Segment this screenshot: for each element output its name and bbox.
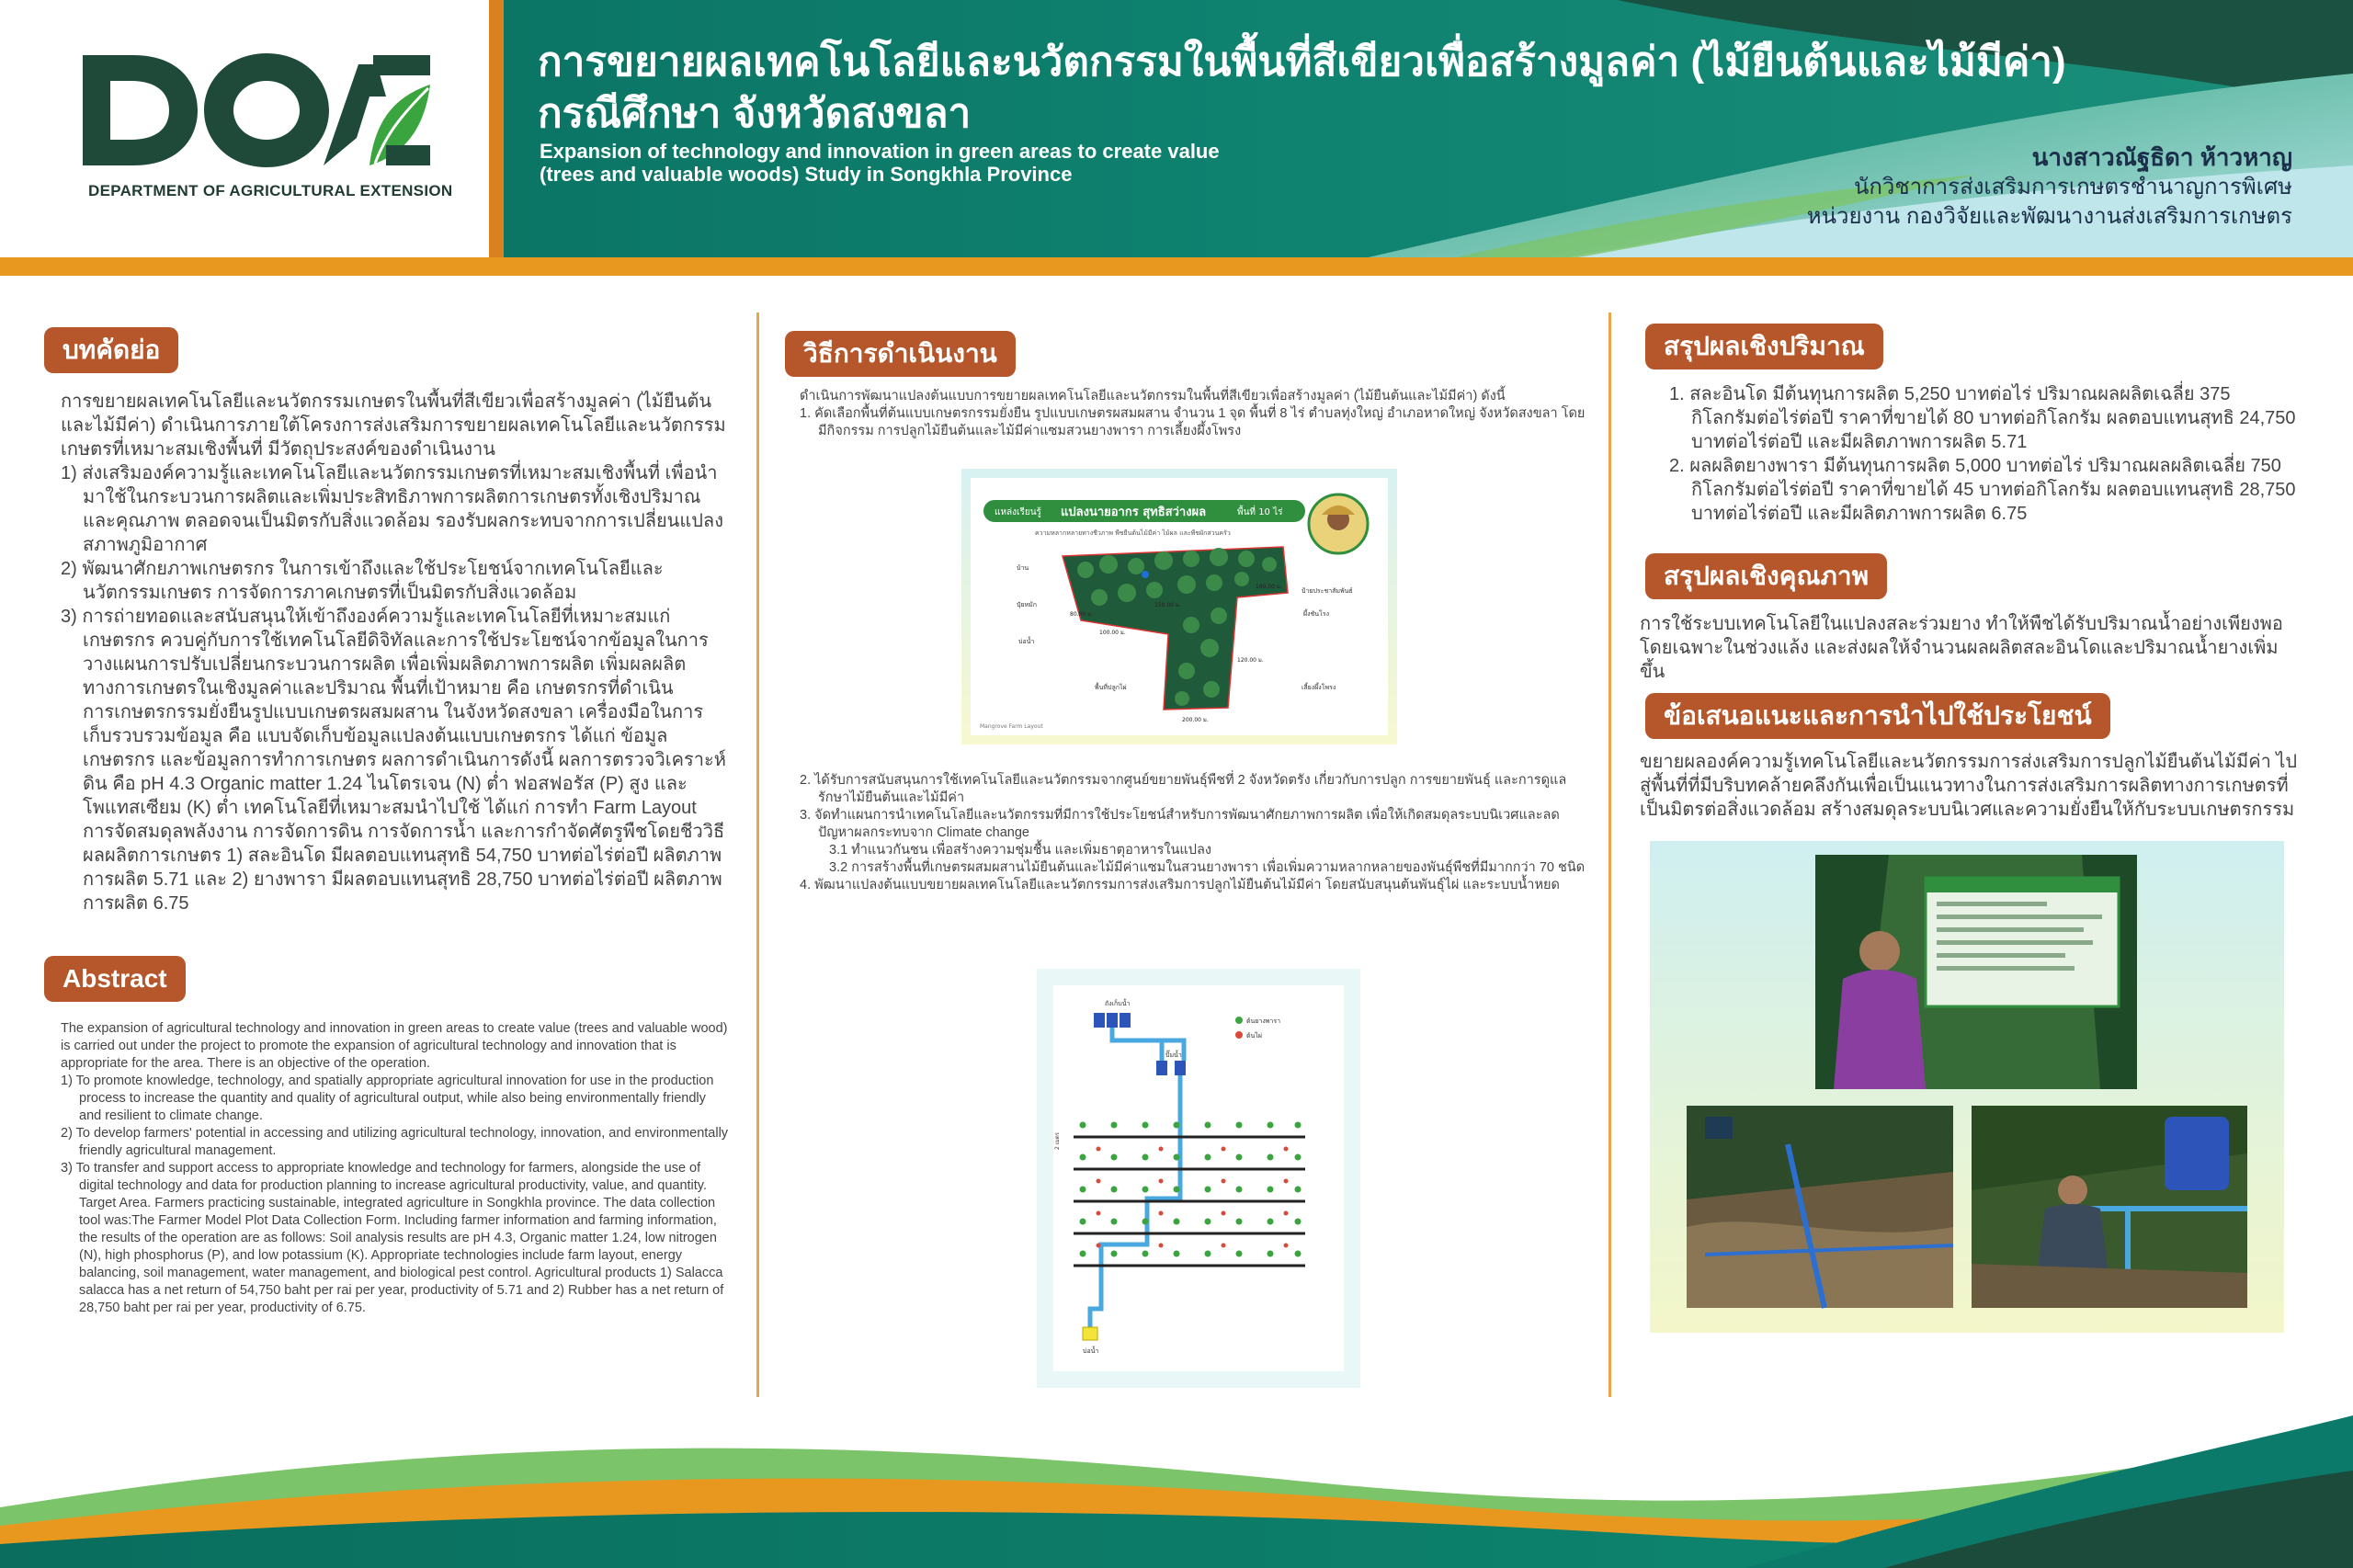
methods-heading: วิธีการดำเนินงาน [785,331,1016,377]
map-banner-prefix: แหล่งเรียนรู้ [995,507,1041,517]
legend-bamboo-marker [1235,1031,1243,1039]
recommendation-text: ขยายผลองค์ความรู้เทคโนโลยีและนวัตกรรมการส่งเสริมการปลูกไม้ยืนต้นไม้มีค่า ไปสู่พื้นที่ที่มีบริบทคล้ายคลึงกันเพื่อเป็นแนวทางในการส่งเสริมการผลิตทางการเกษตรที่เป็นมิตรต่อสิ่งแวดล้อม สร้างสมดุลระบบนิเวศและความยั่งยืนให้กับระบบเกษตรกรรม [1640,752,2298,820]
methods-step-3-2: 3.2 การสร้างพื้นที่เกษตรผสมผสานไม้ยืนต้นและไม้มีค่าแซมในสวนยางพารา เพื่อเพิ่มความหลากหลายของพันธุ์พืชที่มีมากกว่า 70 ชนิด [829,860,1586,875]
drip-irrigation-figure [1037,969,1360,1388]
quantitative-item-2: 2. ผลผลิตยางพารา มีต้นทุนการผลิต 5,000 บาทต่อไร่ ปริมาณผลผลิตเฉลี่ย 750 กิโลกรัมต่อไร่ต่อปี ราคาที่ขายได้ 45 บาทต่อกิโลกรัม ผลตอบแทนสุทธิ 28,750 บาทต่อไร่ต่อปี และมีผลิตภาพการผลิต 6.75 [1669,456,2296,524]
column-divider-2 [1608,312,1611,1397]
tank-label: ถังเก็บน้ำ [1105,1000,1131,1007]
water-source [1083,1327,1097,1340]
map-label-pond: บ่อน้ำ [1018,638,1035,645]
abstract-thai-heading: บทคัดย่อ [44,327,178,373]
farm-layout-figure [961,469,1397,744]
column-methods [781,312,1590,1415]
abstract-english-item-2: 2) To develop farmers' potential in accessing and utilizing agricultural technology, innovation, and environmentally friendly agricultural management. [61,1126,729,1158]
pump-2 [1175,1061,1186,1075]
pond-marker [1142,571,1149,578]
poster-header [0,0,2353,276]
abstract-thai-item-3: 3) การถ่ายทอดและสนับสนุนให้เข้าถึงองค์ความรู้และเทคโนโลยีที่เหมาะสมแก่เกษตรกร ควบคู่กับการใช้เทคโนโลยีดิจิทัลและการใช้ประโยชน์จากข้อมูลในการวางแผนการปรับเปลี่ยนกระบวนการผลิต เพื่อเพิ่มผลิตภาพการผลิต เพิ่มผลผลิตทางการเกษตรในเชิงมูลค่าและปริมาณ พื้นที่เป้าหมาย คือ เกษตรกรที่ดำเนินการเกษตรกรรมยั่งยืนรูปแบบเกษตรผสมผสาน ในจังหวัดสงขลา เครื่องมือในการเก็บรวบรวมข้อมูล คือ แบบจัดเก็บข้อมูลแปลงต้นแบบเกษตรกร ได้แก่ ข้อมูลเกษตรกร และข้อมูลการทำการเกษตร ผลการดำเนินการดังนี้ ผลการตรวจวิเคราะห์ดิน คือ pH 4.3 Organic matter 1.24 ไนโตรเจน (N) ต่ำ ฟอสฟอรัส (P) สูง และโพแทสเซียม (K) ต่ำ เทคโนโลยีที่เหมาะสมนำไปใช้ ได้แก่ การทำ Farm Layout การจัดสมดุลพลังงาน การจัดการดิน การจัดการน้ำ และการกำจัดศัตรูพืชโดยชีววิธี ผลผลิตการเกษตร 1) สละอินโด มีผลตอบแทนสุทธิ 54,750 บาทต่อไร่ต่อปี ผลิตภาพการผลิต 5.71 และ 2) ยางพารา มีผลตอบแทนสุทธิ 28,750 บาทต่อไร่ต่อปี ผลิตภาพการผลิต 6.75 [61,607,726,914]
abstract-english-intro: The expansion of agricultural technology and innovation in green areas to create value (trees and valuable wood) is carried out under the project to promote the expansion of agricultural technology and innovation that is appropriate for the area. There is an objective of the operation. [61,1021,728,1071]
recommendation-heading: ข้อเสนอแนะและการนำไปใช้ประโยชน์ [1645,693,2110,739]
photo-irrigation-field [1687,1106,1953,1308]
map-label-house: บ้าน [1017,564,1029,572]
abstract-english-body [61,1020,732,1317]
qualitative-heading: สรุปผลเชิงคุณภาพ [1645,553,1887,599]
author-unit: หน่วยงาน กองวิจัยและพัฒนางานส่งเสริมการเกษตร [1806,204,2292,229]
map-footer-text: Mangrove Farm Layout [980,723,1043,730]
abstract-thai-item-2: 2) พัฒนาศักยภาพเกษตรกร ในการเข้าถึงและใช้ประโยชน์จากเทคโนโลยีและนวัตกรรมเกษตร การจัดการภาคเกษตรที่เป็นมิตรกับสิ่งแวดล้อม [61,559,664,603]
map-measure-5: 200.00 ม. [1182,717,1209,723]
logo-caption: DEPARTMENT OF AGRICULTURAL EXTENSION [88,182,453,199]
photo-collage-images [1650,841,2284,1333]
column-abstracts [37,312,729,1415]
map-measure-1: 80.00 ม. [1070,611,1093,618]
map-measure-6: 160.00 ม. [1256,584,1282,590]
poster-title-thai [538,37,2119,140]
quantitative-body [1654,382,2298,526]
map-label-sign: ป้ายประชาสัมพันธ์ [1302,587,1353,595]
author-position: นักวิชาการส่งเสริมการเกษตรชำนาญการพิเศษ [1853,175,2292,199]
column-divider-1 [756,312,759,1397]
drip-irrigation-diagram [1037,969,1360,1388]
quantitative-item-1: 1. สละอินโด มีต้นทุนการผลิต 5,250 บาทต่อไร่ ปริมาณผลผลิตเฉลี่ย 375 กิโลกรัมต่อไร่ต่อปี ราคาที่ขายได้ 80 บาทต่อกิโลกรัม ผลตอบแทนสุทธิ 24,750 บาทต่อไร่ต่อปี และมีผลิตภาพการผลิต 5.71 [1669,384,2296,452]
legend-rubber-marker [1235,1017,1243,1024]
methods-step-3: 3. จัดทำแผนการนำเทคโนโลยีและนวัตกรรมที่มีการใช้ประโยชน์สำหรับการพัฒนาศักยภาพการผลิต เพื่อให้เกิดสมดุลระบบนิเวศและลดปัญหาผลกระทบจาก Climate change [800,808,1560,840]
abstract-thai-intro: การขยายผลเทคโนโลยีและนวัตกรรมเกษตรในพื้นที่สีเขียวเพื่อสร้างมูลค่า (ไม้ยืนต้นและไม้มีค่า) ดำเนินการภายใต้โครงการส่งเสริมการขยายผลเทคโนโลยีและนวัตกรรมเกษตรที่เหมาะสมเชิงพื้นที่ มีวัตถุประสงค์ของดำเนินงาน [61,392,726,460]
footer-decoration [0,1397,2353,1568]
farm-layout-map [961,469,1397,744]
photo-collage [1650,841,2284,1333]
author-block [1807,142,2292,232]
photo-farmer-sign [1815,855,2137,1089]
photo-farmer-pipe [1972,1106,2247,1308]
map-banner-title: แปลงนายอากร สุทธิสว่างผล [1061,506,1207,519]
map-label-bee: เลี้ยงผึ้งโพรง [1302,684,1336,691]
map-label-compost: ปุ๋ยหมัก [1017,601,1038,608]
legend-bamboo: ต้นไผ่ [1246,1032,1262,1040]
title-english-line-1: Expansion of technology and innovation in green areas to create value [540,140,1220,163]
methods-body-top [800,388,1590,440]
poster-title-english [540,140,1367,186]
map-label-stingless-bee: ผึ้งชันโรง [1303,610,1329,618]
methods-step-3-1: 3.1 ทำแนวกันชน เพื่อสร้างความชุ่มชื้น และเพิ่มธาตุอาหารในแปลง [829,843,1211,858]
map-measure-4: 120.00 ม. [1237,657,1264,664]
methods-step-1: 1. คัดเลือกพื้นที่ต้นแบบเกษตรกรรมยั่งยืน รูปแบบเกษตรผสมผสาน จำนวน 1 จุด พื้นที่ 8 ไร่ ตำบลทุ่งใหญ่ อำเภอหาดใหญ่ จังหวัดสงขลา โดยมีกิจกรรม การปลูกไม้ยืนต้นและไม้มีค่าแซมสวนยางพารา การเลี้ยงผึ้งโพรง [800,406,1586,438]
legend-rubber: ต้นยางพารา [1246,1017,1281,1025]
map-measure-2: 150.00 ม. [1154,602,1181,608]
water-tank-1 [1094,1013,1105,1028]
abstract-english-item-1: 1) To promote knowledge, technology, and spatially appropriate agricultural innovation for use in the production process to increase the quantity and quality of agricultural output, while also being environmentally friendly and resilient to climate change. [61,1074,714,1123]
map-banner-area: พื้นที่ 10 ไร่ [1237,507,1283,517]
qualitative-text: การใช้ระบบเทคโนโลยีในแปลงสละร่วมยาง ทำให้พืชได้รับปริมาณน้ำอย่างเพียงพอ โดยเฉพาะในช่วงแล้ง และส่งผลให้จำนวนผลผลิตสละอินโดและปริมาณน้ำยางเพิ่มขึ้น [1640,614,2283,682]
source-label: บ่อน้ำ [1083,1347,1099,1355]
row-spacing-label: 2 เมตร [1054,1132,1061,1150]
header-accent-bar [489,0,504,257]
quantitative-heading: สรุปผลเชิงปริมาณ [1645,324,1883,369]
methods-body-bottom [800,772,1590,894]
methods-step-2: 2. ได้รับการสนับสนุนการใช้เทคโนโลยีและนวัตกรรมจากศูนย์ขยายพันธุ์พืชที่ 2 จังหวัดตรัง เกี่ยวกับการปลูก การขยายพันธุ์ และการดูแลรักษาไม้ยืนต้นและไม้มีค่า [800,773,1567,805]
methods-intro: ดำเนินการพัฒนาแปลงต้นแบบการขยายผลเทคโนโลยีและนวัตกรรมในพื้นที่สีเขียวเพื่อสร้างมูลค่า (ไม้ยืนต้นและไม้มีค่า) ดังนี้ [800,389,1506,403]
author-name: นางสาวณัฐธิดา ห้าวหาญ [2031,143,2292,171]
water-tank-3 [1120,1013,1131,1028]
water-tank-2 [1107,1013,1118,1028]
abstract-thai-item-1: 1) ส่งเสริมองค์ความรู้และเทคโนโลยีและนวัตกรรมเกษตรที่เหมาะสมเชิงพื้นที่ เพื่อนำมาใช้ในกระบวนการผลิตและเพิ่มประสิทธิภาพการผลิตการเกษตรทั้งเชิงปริมาณและคุณภาพ ตลอดจนเป็นมิตรกับสิ่งแวดล้อม รองรับผลกระทบจากการเปลี่ยนแปลงสภาพภูมิอากาศ [61,463,723,555]
map-measure-3: 100.00 ม. [1099,630,1126,636]
title-english-line-2: (trees and valuable woods) Study in Songkhla Province [540,163,1073,186]
map-label-bamboo: พื้นที่ปลูกไผ่ [1095,684,1127,691]
methods-step-4: 4. พัฒนาแปลงต้นแบบขยายผลเทคโนโลยีและนวัตกรรมการส่งเสริมการปลูกไม้ยืนต้นไม้มีค่า โดยสนับสนุนต้นพันธุ์ไผ่ และระบบน้ำหยด [800,878,1560,892]
abstract-english-item-3: 3) To transfer and support access to appropriate knowledge and technology for farmers, alongside the use of digital technology and data for production planning to increase agricultural productivity, value, and quantity. Target Area. Farmers practicing sustainable, integrated agriculture in Songkhla province. The data collection tool was:The Farmer Model Plot Data Collection Form. Including farmer information and farming information, the results of the operation are as follows: Soil analysis results are pH 4.3, Organic matter 1.24, low nitrogen (N), high phosphorus (P), and low potassium (K). Appropriate technologies include farm layout, energy balancing, soil management, water management, and biological pest control. Agricultural products 1) Salacca salacca has a net return of 54,750 baht per rai per year, productivity of 5.71 and 2) Rubber has a net return of 28,750 baht per rai per year, productivity of 6.75. [61,1161,724,1315]
title-thai-line-2: กรณีศึกษา จังหวัดสงขลา [538,91,972,136]
doae-logo-icon [83,46,432,175]
abstract-english-heading: Abstract [44,956,186,1002]
pump-1 [1156,1061,1167,1075]
map-subtext: ความหลากหลายทางชีวภาพ พืชยืนต้นไม้มีค่า ไม้ผล และพืชผักสวนครัว [1035,529,1231,537]
title-thai-line-1: การขยายผลเทคโนโลยีและนวัตกรรมในพื้นที่สีเขียวเพื่อสร้างมูลค่า (ไม้ยืนต้นและไม้มีค่า) [538,40,2066,85]
abstract-thai-body [61,390,732,915]
pump-label: ปั๊มน้ำ [1165,1051,1182,1059]
